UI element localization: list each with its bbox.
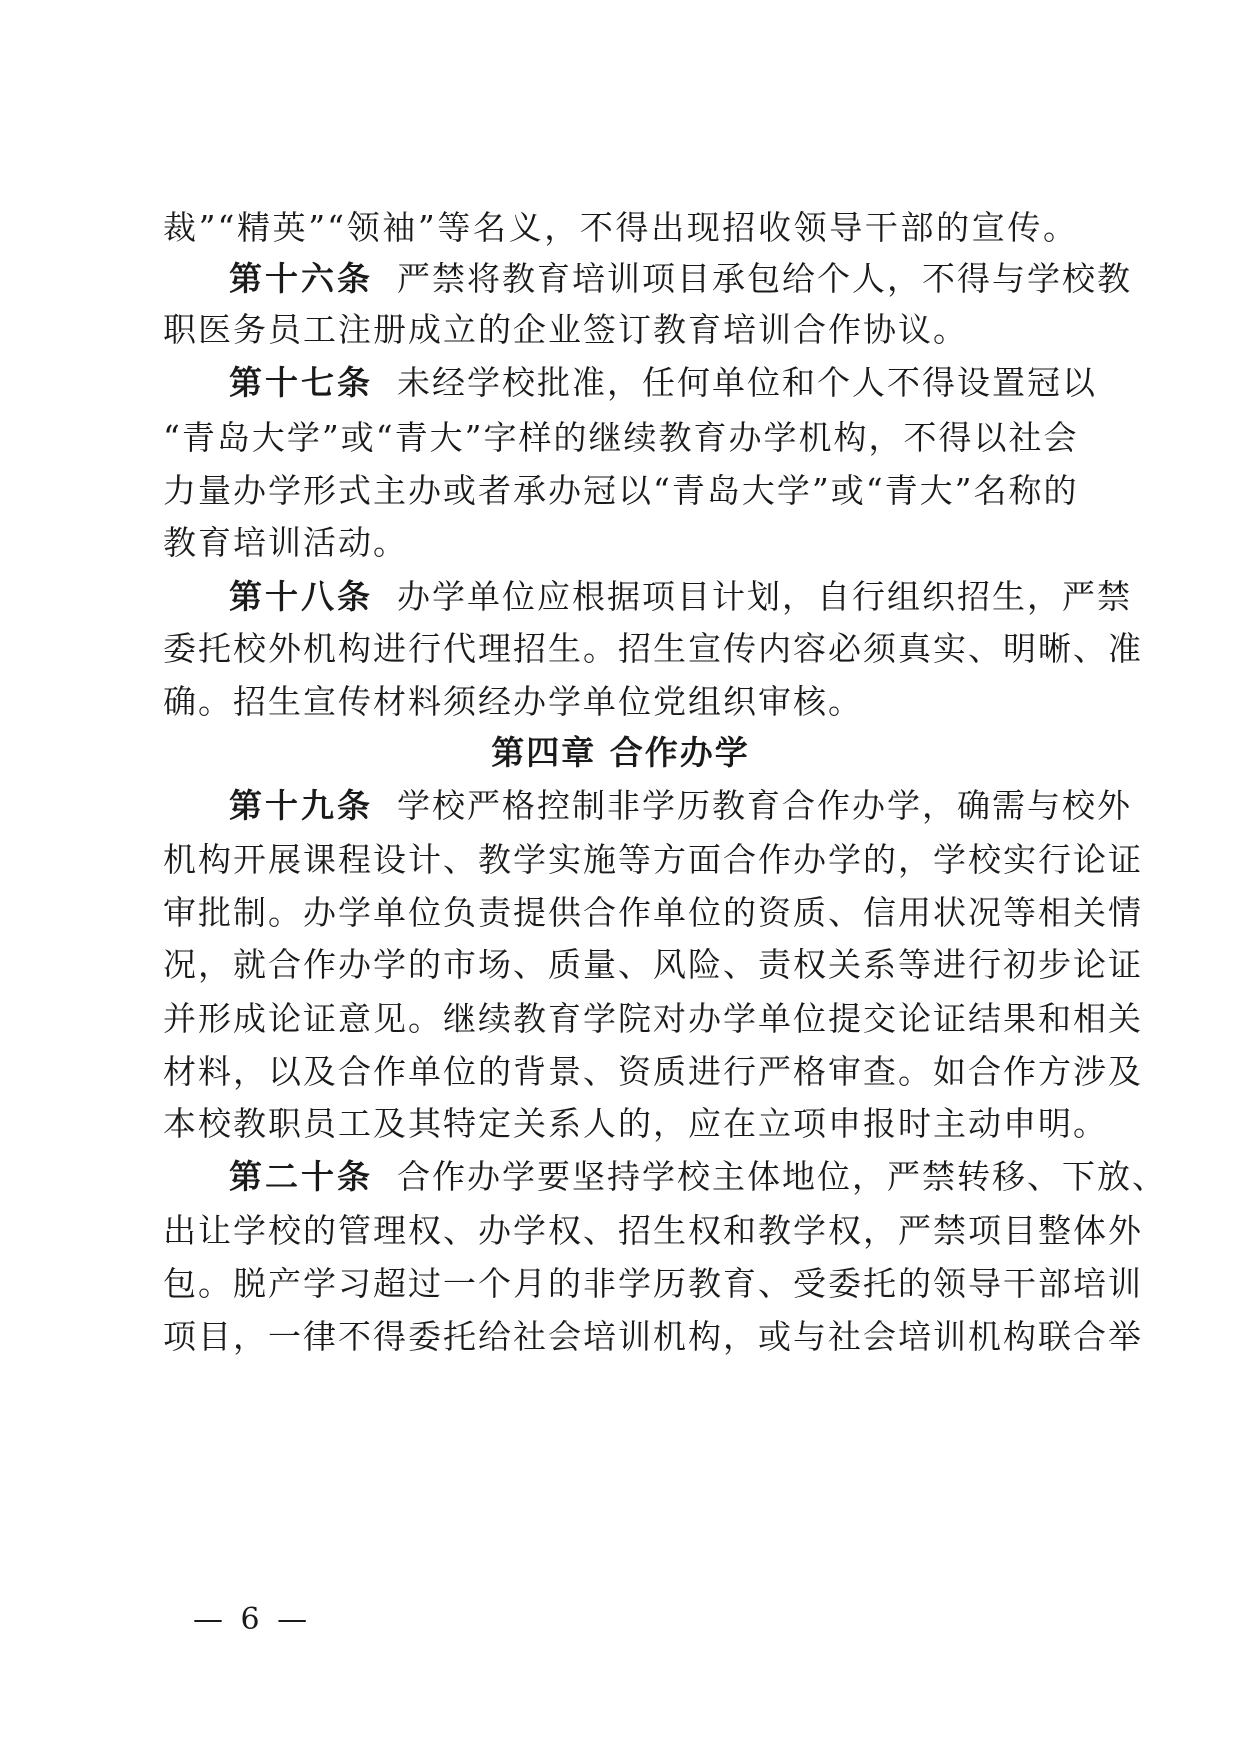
text-line: 确。招生宣传材料须经办学单位党组织审核。	[163, 682, 863, 721]
article-number: 第十八条	[229, 577, 373, 616]
article-16-line: 第十六条 严禁将教育培训项目承包给个人，不得与学校教	[229, 259, 1132, 298]
text-line: 教育培训活动。	[163, 523, 408, 562]
text-line: 审批制。办学单位负责提供合作单位的资质、信用状况等相关情	[163, 893, 1143, 932]
article-number: 第十七条	[229, 363, 373, 402]
article-number: 第十六条	[229, 259, 373, 298]
article-number: 第二十条	[229, 1157, 373, 1196]
text-line: 机构开展课程设计、教学实施等方面合作办学的，学校实行论证	[163, 840, 1143, 879]
article-17-line: 第十七条 未经学校批准，任何单位和个人不得设置冠以	[229, 363, 1097, 402]
text-line: 包。脱产学习超过一个月的非学历教育、受委托的领导干部培训	[163, 1264, 1143, 1303]
chapter-heading: 第四章 合作办学	[491, 733, 750, 772]
page-number: — 6 —	[193, 1602, 312, 1637]
text-line: 本校教职员工及其特定关系人的，应在立项申报时主动申明。	[163, 1104, 1108, 1143]
text-line: 项目，一律不得委托给社会培训机构，或与社会培训机构联合举	[163, 1317, 1143, 1356]
article-20-line: 第二十条 合作办学要坚持学校主体地位，严禁转移、下放、	[229, 1157, 1167, 1196]
text-line: 裁”“精英”“领袖”等名义，不得出现招收领导干部的宣传。	[163, 208, 1078, 247]
text-line: 力量办学形式主办或者承办冠以“青岛大学”或“青大”名称的	[163, 471, 1079, 510]
text-line: 材料，以及合作单位的背景、资质进行严格审查。如合作方涉及	[163, 1052, 1143, 1091]
text-line: 委托校外机构进行代理招生。招生宣传内容必须真实、明晰、准	[163, 629, 1143, 668]
text-line: 职医务员工注册成立的企业签订教育培训合作协议。	[163, 310, 968, 349]
article-18-line: 第十八条 办学单位应根据项目计划，自行组织招生，严禁	[229, 577, 1132, 616]
article-19-line: 第十九条 学校严格控制非学历教育合作办学，确需与校外	[229, 786, 1132, 825]
article-number: 第十九条	[229, 786, 373, 825]
text-line: 并形成论证意见。继续教育学院对办学单位提交论证结果和相关	[163, 999, 1143, 1038]
text-line: “青岛大学”或“青大”字样的继续教育办学机构，不得以社会	[163, 418, 1079, 457]
text-line: 况，就合作办学的市场、质量、风险、责权关系等进行初步论证	[163, 945, 1143, 984]
text-line: 出让学校的管理权、办学权、招生权和教学权，严禁项目整体外	[163, 1211, 1143, 1250]
